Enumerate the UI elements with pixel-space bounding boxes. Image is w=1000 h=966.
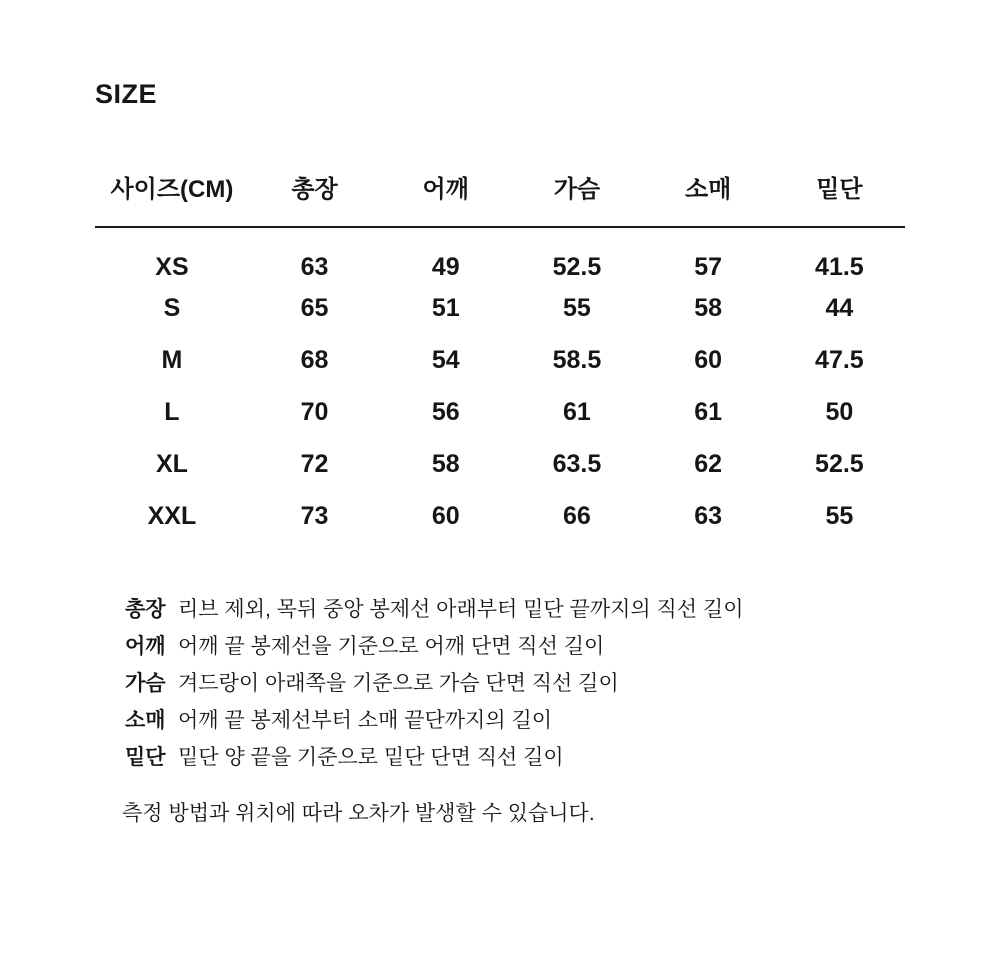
measurement-cell: 66 bbox=[563, 501, 591, 530]
definition-description: 겨드랑이 아래쪽을 기준으로 가슴 단면 직선 길이 bbox=[178, 672, 619, 695]
table-row-m bbox=[95, 334, 905, 386]
table-row-xl bbox=[95, 438, 905, 490]
size-table-header bbox=[95, 169, 905, 227]
measurement-cell: 55 bbox=[825, 501, 854, 530]
measurement-cell: 56 bbox=[431, 397, 460, 426]
measurement-note: 측정 방법과 위치에 따라 오차가 발생할 수 있습니다. bbox=[122, 802, 595, 825]
definition-item-hem bbox=[125, 747, 1000, 768]
measurement-cell: 41.5 bbox=[815, 253, 864, 281]
measurement-cell: 60 bbox=[431, 501, 460, 530]
measurement-cell: 60 bbox=[694, 345, 723, 374]
definition-description: 어깨 끝 봉제선을 기준으로 어깨 단면 직선 길이 bbox=[178, 635, 605, 658]
definition-description: 밑단 양 끝을 기준으로 밑단 단면 직선 길이 bbox=[178, 746, 564, 769]
measurement-cell: 52.5 bbox=[552, 253, 602, 281]
table-row-xs bbox=[95, 227, 905, 282]
measurement-cell: 54 bbox=[431, 345, 460, 374]
measurement-cell: 61 bbox=[563, 397, 591, 426]
header-row bbox=[95, 169, 905, 227]
measurement-cell: 68 bbox=[300, 345, 329, 374]
measurement-cell: 62 bbox=[694, 449, 723, 478]
measurement-cell: 58.5 bbox=[552, 345, 602, 374]
measurement-cell: 47.5 bbox=[815, 345, 864, 374]
table-row-xxl bbox=[95, 490, 905, 542]
definition-description: 어깨 끝 봉제선부터 소매 끝단까지의 길이 bbox=[178, 709, 553, 732]
table-row-l bbox=[95, 386, 905, 438]
table-row-s bbox=[95, 282, 905, 334]
column-header-total-length: 총장 bbox=[249, 169, 380, 227]
measurement-cell: 61 bbox=[694, 397, 723, 426]
measurement-cell: 63 bbox=[300, 253, 329, 281]
definition-term: 밑단 bbox=[125, 746, 166, 769]
definition-item-chest bbox=[125, 673, 1000, 694]
size-label: XS bbox=[155, 253, 189, 281]
column-header-shoulder: 어깨 bbox=[380, 169, 511, 227]
column-header-size: 사이즈(CM) bbox=[95, 169, 249, 227]
column-header-hem: 밑단 bbox=[774, 169, 905, 227]
measurement-cell: 44 bbox=[825, 293, 854, 322]
column-header-chest: 가슴 bbox=[511, 169, 642, 227]
size-table bbox=[95, 169, 905, 542]
measurement-cell: 50 bbox=[825, 397, 854, 426]
definition-item-shoulder bbox=[125, 636, 1000, 657]
measurement-cell: 65 bbox=[300, 293, 329, 322]
definition-item-sleeve bbox=[125, 710, 1000, 731]
size-table-body bbox=[95, 227, 905, 542]
size-label: XXL bbox=[147, 501, 197, 530]
definition-description: 리브 제외, 목뒤 중앙 봉제선 아래부터 밑단 끝까지의 직선 길이 bbox=[178, 598, 744, 621]
measurement-cell: 58 bbox=[431, 449, 460, 478]
measurement-cell: 52.5 bbox=[815, 449, 864, 478]
measurement-cell: 57 bbox=[694, 253, 723, 281]
size-label: L bbox=[164, 397, 180, 426]
definition-item-total-length bbox=[125, 599, 1000, 620]
definition-term: 어깨 bbox=[125, 635, 166, 658]
measurement-cell: 51 bbox=[431, 293, 460, 322]
measurement-cell: 58 bbox=[694, 293, 723, 322]
definition-term: 소매 bbox=[125, 709, 166, 732]
definition-term: 총장 bbox=[125, 598, 166, 621]
definition-term: 가슴 bbox=[125, 672, 166, 695]
measurement-cell: 49 bbox=[431, 253, 460, 281]
measurement-cell: 72 bbox=[300, 449, 329, 478]
size-label: XL bbox=[155, 449, 188, 478]
measurement-cell: 55 bbox=[563, 293, 591, 322]
size-label: M bbox=[161, 345, 183, 374]
measurement-cell: 70 bbox=[300, 397, 329, 426]
measurement-cell: 73 bbox=[300, 501, 329, 530]
size-label: S bbox=[163, 293, 181, 322]
measurement-cell: 63 bbox=[694, 501, 723, 530]
measurement-definitions bbox=[125, 599, 1000, 768]
column-header-sleeve: 소매 bbox=[643, 169, 774, 227]
size-heading: SIZE bbox=[95, 79, 158, 109]
measurement-cell: 63.5 bbox=[552, 449, 602, 478]
